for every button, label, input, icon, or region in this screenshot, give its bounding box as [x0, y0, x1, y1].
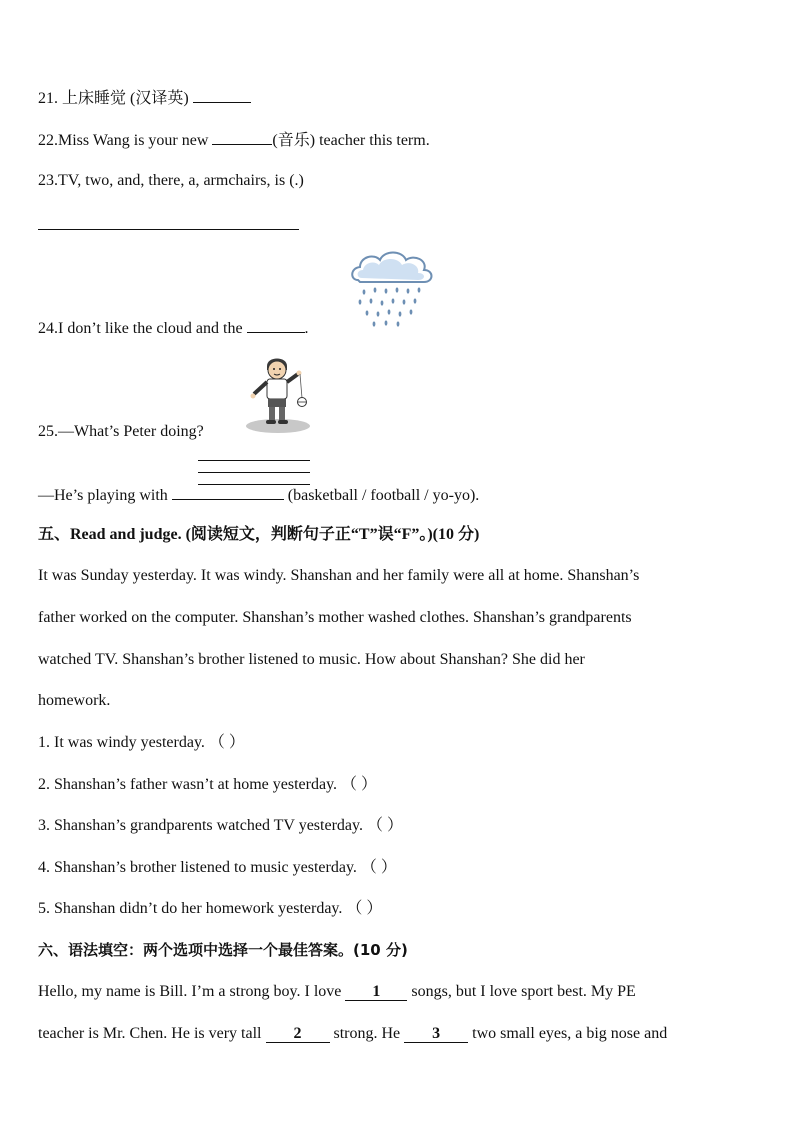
- passage-line: homework.: [38, 692, 111, 709]
- answer-blank[interactable]: [212, 130, 272, 145]
- judge-item: [38, 775, 377, 795]
- question-21: [38, 88, 251, 109]
- blank-1[interactable]: 1: [345, 984, 407, 1001]
- passage-line: It was Sunday yesterday. It was windy. Shanshan and her family were all at home. Shanshan’s: [38, 567, 640, 584]
- answer-blank[interactable]: [172, 485, 284, 500]
- judge-item: [38, 858, 397, 878]
- question-24: [38, 318, 309, 339]
- question-24-text-end: .: [304, 320, 309, 337]
- passage-line: [38, 982, 636, 1002]
- answer-line[interactable]: [38, 229, 299, 230]
- question-25-answer: [38, 485, 479, 506]
- answer-paren[interactable]: （ ）: [366, 817, 403, 834]
- judge-item-text: 2. Shanshan’s father wasn’t at home yesterday.: [38, 776, 338, 793]
- question-22-text-end: (音乐) teacher this term.: [272, 132, 430, 149]
- answer-prefix: —He’s playing with: [38, 487, 172, 504]
- answer-line[interactable]: [198, 460, 310, 461]
- judge-item-text: 5. Shanshan didn’t do her homework yesterday.: [38, 900, 343, 917]
- boy-yoyo-icon: [240, 352, 316, 434]
- passage-text: strong. He: [329, 1025, 405, 1042]
- question-24-text: 24.I don’t like the cloud and the: [38, 320, 247, 337]
- passage-line: father worked on the computer. Shanshan’s mother washed clothes. Shanshan’s grandparents: [38, 609, 632, 626]
- answer-blank[interactable]: [193, 88, 251, 103]
- question-25: [38, 422, 204, 442]
- judge-item: [38, 816, 403, 836]
- answer-paren[interactable]: （ ）: [208, 734, 245, 751]
- judge-item: [38, 899, 382, 919]
- passage-line: watched TV. Shanshan’s brother listened to music. How about Shanshan? She did her: [38, 651, 585, 668]
- blank-2[interactable]: 2: [266, 1026, 330, 1043]
- question-22: [38, 130, 430, 151]
- answer-paren[interactable]: （ ）: [360, 859, 397, 876]
- passage-text: Hello, my name is Bill. I’m a strong boy. I love: [38, 983, 346, 1000]
- rain-cloud-icon: [348, 248, 438, 330]
- section-5-heading: 五、Read and judge. (阅读短文，判断句子正“T”误“F”。)(10 分): [38, 526, 480, 543]
- judge-item: [38, 733, 245, 753]
- answer-paren[interactable]: （ ）: [346, 900, 383, 917]
- passage-text: two small eyes, a big nose and: [468, 1025, 668, 1042]
- passage-line: [38, 1024, 667, 1044]
- passage-text: songs, but I love sport best. My PE: [407, 983, 636, 1000]
- question-25-text: 25.—What’s Peter doing?: [38, 423, 204, 440]
- judge-item-text: 3. Shanshan’s grandparents watched TV yesterday.: [38, 817, 363, 834]
- answer-options: (basketball / football / yo-yo).: [283, 487, 480, 504]
- judge-item-text: 1. It was windy yesterday.: [38, 734, 205, 751]
- judge-item-text: 4. Shanshan’s brother listened to music yesterday.: [38, 859, 357, 876]
- answer-line[interactable]: [198, 472, 310, 473]
- passage-text: teacher is Mr. Chen. He is very tall: [38, 1025, 266, 1042]
- question-23: [38, 171, 304, 191]
- question-23-text: 23.TV, two, and, there, a, armchairs, is (.): [38, 172, 304, 189]
- question-21-text: 21. 上床睡觉 (汉译英): [38, 90, 193, 107]
- question-22-text: 22.Miss Wang is your new: [38, 132, 213, 149]
- answer-blank[interactable]: [247, 318, 305, 333]
- section-6-heading: 六、语法填空：两个选项中选择一个最佳答案。(10 分): [38, 941, 408, 959]
- blank-3[interactable]: 3: [404, 1026, 468, 1043]
- answer-paren[interactable]: （ ）: [341, 776, 378, 793]
